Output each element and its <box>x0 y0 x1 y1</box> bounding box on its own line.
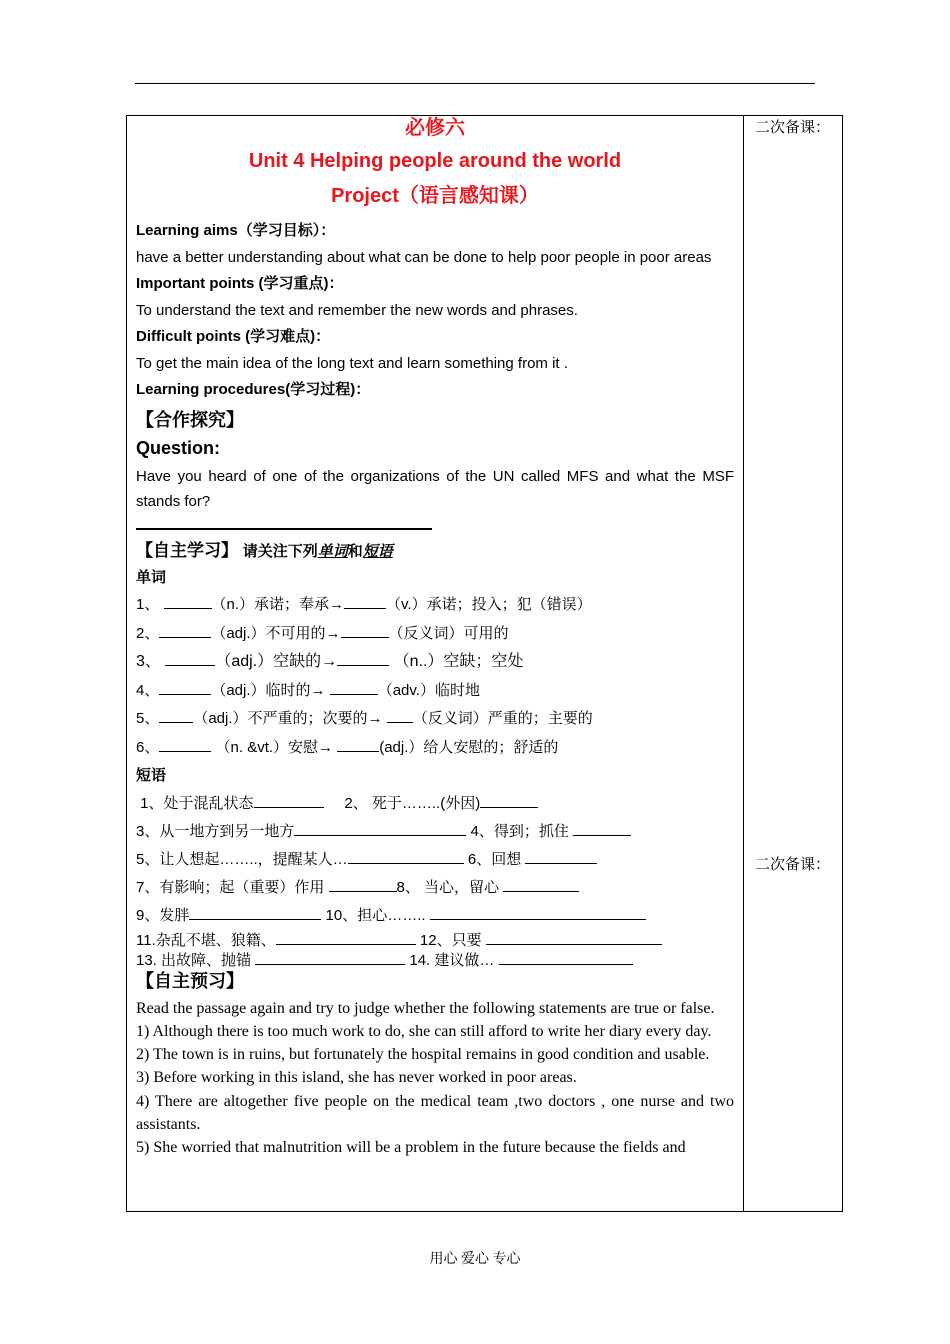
and-term: 和 <box>347 542 363 560</box>
word-item: 6、 （n. &vt.）安慰→ (adj.）给人安慰的；舒适的 <box>136 738 559 756</box>
answer-blank[interactable] <box>573 821 631 836</box>
answer-blank[interactable] <box>348 849 366 864</box>
statement-item: 3) Before working in this island, she has never worked in poor areas. <box>136 1069 577 1087</box>
word-item: 5、 （adj.）不严重的；次要的→ （反义词）严重的；主要的 <box>136 710 593 727</box>
answer-blank[interactable] <box>294 821 466 836</box>
self-study-instruction: 请关注下列 <box>242 542 318 560</box>
answer-blank[interactable] <box>159 737 211 752</box>
difficult-label: Difficult points (学习难点)： <box>136 328 331 345</box>
phrase-row: 11.杂乱不堪、狼籍、 12、只要 <box>136 930 734 950</box>
phrases-label: 短语 <box>136 767 167 784</box>
important-label: Important points (学习重点)： <box>136 275 344 292</box>
statement-item: 2) The town is in ruins, but fortunately the hospital remains in good condition and usable. <box>136 1046 710 1064</box>
word-item: 1、 （n.）承诺；奉承→ （v.）承诺；投入；犯（错误） <box>136 596 592 613</box>
answer-blank[interactable] <box>341 623 389 638</box>
book-title: 必修六 <box>405 117 465 139</box>
preview-body <box>136 997 734 1160</box>
answer-blank[interactable] <box>159 623 211 638</box>
important-text: To understand the text and remember the new words and phrases. <box>136 301 578 319</box>
coop-heading: 【合作探究】 <box>136 409 244 430</box>
lesson-title: Project（语言感知课） <box>331 185 539 207</box>
aims-text: have a better understanding about what can be done to help poor people in poor areas <box>136 248 712 266</box>
answer-blank[interactable] <box>165 651 215 666</box>
word-term: 单词 <box>317 542 348 560</box>
answer-blank[interactable] <box>480 793 538 808</box>
answer-blank[interactable] <box>366 849 464 864</box>
question-label: Question: <box>136 437 220 458</box>
answer-blank[interactable] <box>337 651 389 666</box>
answer-blank[interactable] <box>486 930 662 945</box>
statement-item: 1) Although there is too much work to do, she can still afford to write her diary every day. <box>136 1022 712 1040</box>
answer-blank[interactable] <box>337 737 379 752</box>
answer-blank[interactable] <box>189 905 321 920</box>
answer-blank[interactable] <box>255 950 405 965</box>
phrase-row: 9、发胖 10、担心…….. <box>136 902 734 930</box>
statement-item: 5) She worried that malnutrition will be a problem in the future because the fields and <box>136 1139 686 1157</box>
answer-blank[interactable] <box>292 793 324 808</box>
answer-blank[interactable] <box>499 950 633 965</box>
answer-blank[interactable] <box>430 905 646 920</box>
word-item: 2、 （adj.）不可用的→ （反义词）可用的 <box>136 624 509 642</box>
column-divider <box>743 116 744 1211</box>
word-list <box>136 591 734 762</box>
phrase-row: 3、从一地方到另一地方 4、得到；抓住 <box>136 818 734 846</box>
question-text: Have you heard of one of the organizations of the UN called MFS and what the MSF stands for? <box>136 467 734 510</box>
procedures-label: Learning procedures(学习过程)： <box>136 381 371 398</box>
answer-blank[interactable] <box>529 877 579 892</box>
answer-blank[interactable] <box>159 680 211 695</box>
answer-blank[interactable] <box>276 930 416 945</box>
lesson-table <box>126 115 843 1212</box>
statement-item: 4) There are altogether five people on the medical team ,two doctors , one nurse and two assistants. <box>136 1092 734 1133</box>
aims-label: Learning aims（学习目标）： <box>136 222 336 239</box>
phrase-term: 短语 <box>362 542 393 560</box>
header-rule <box>135 83 815 84</box>
answer-blank[interactable] <box>387 708 413 723</box>
unit-title: Unit 4 Helping people around the world <box>248 150 622 172</box>
self-study-heading: 【自主学习】 <box>136 540 238 560</box>
self-study-heading-row <box>136 538 734 565</box>
answer-blank[interactable] <box>164 594 212 609</box>
phrase-row: 7、有影响；起（重要）作用 8、 当心，留心 <box>136 874 734 902</box>
answer-blank[interactable] <box>344 594 386 609</box>
main-column <box>136 116 734 1160</box>
answer-blank[interactable] <box>254 793 292 808</box>
answer-blank[interactable] <box>503 877 529 892</box>
phrase-list <box>136 790 734 970</box>
answer-blank[interactable] <box>329 877 397 892</box>
answer-blank[interactable] <box>525 849 597 864</box>
answer-blank[interactable] <box>159 708 193 723</box>
phrase-row: 13. 出故障、抛锚 14. 建议做… <box>136 950 734 970</box>
page-footer: 用心 爱心 专心 <box>429 1252 521 1267</box>
second-prep-note-top: 二次备课： <box>755 120 831 136</box>
word-item: 4、 （adj.）临时的→ （adv.）临时地 <box>136 681 480 699</box>
difficult-text: To get the main idea of the long text and learn something from it . <box>136 354 568 372</box>
answer-blank[interactable] <box>330 680 378 695</box>
preview-heading: 【自主预习】 <box>136 970 244 991</box>
second-prep-note-middle: 二次备课： <box>755 857 831 873</box>
words-label: 单词 <box>136 568 167 586</box>
phrase-row: 5、让人想起……..，提醒某人… 6、回想 <box>136 846 734 874</box>
preview-intro: Read the passage again and try to judge whether the following statements are true or false. <box>136 999 715 1017</box>
answer-line[interactable] <box>136 528 432 530</box>
word-item: 3、 （adj.）空缺的→ （n..）空缺；空处 <box>136 653 524 670</box>
phrase-row: 1、处于混乱状态 2、 死于……..(外因) <box>136 790 734 818</box>
